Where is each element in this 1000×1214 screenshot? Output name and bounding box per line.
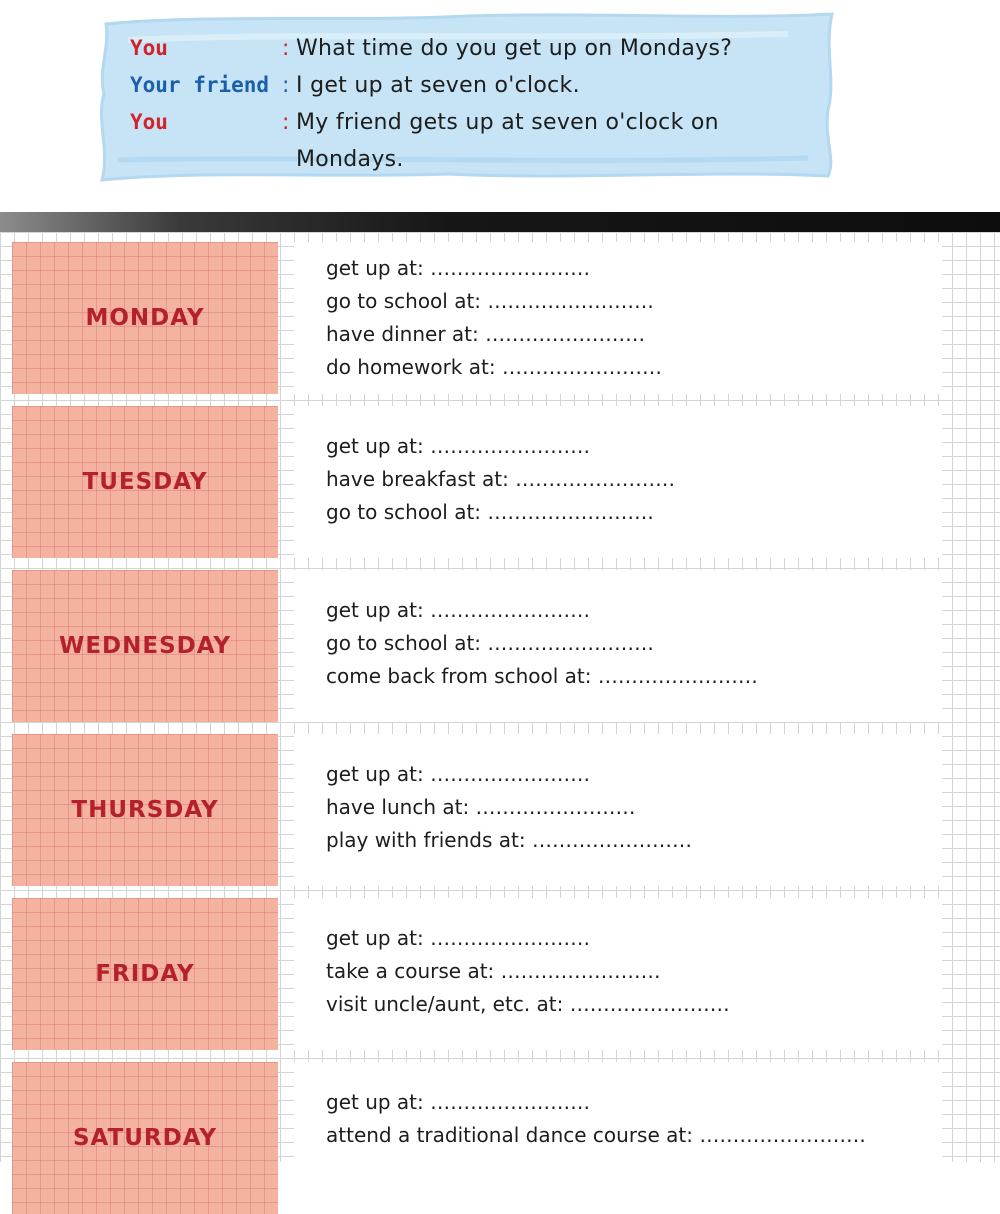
task-list <box>326 1086 866 1152</box>
day-cell <box>12 242 278 394</box>
speaker-friend: Your friend <box>130 73 270 97</box>
schedule-grid <box>0 232 1000 1162</box>
task-item: get up at: …………………… <box>326 434 591 458</box>
task-item: take a course at: …………………… <box>326 959 661 983</box>
task-item: get up at: …………………… <box>326 1090 591 1114</box>
day-cell <box>12 406 278 558</box>
utterance: I get up at seven o'clock. <box>296 73 580 98</box>
task-panel <box>294 734 942 886</box>
section-divider-bar <box>0 212 1000 232</box>
day-label: FRIDAY <box>95 961 195 987</box>
task-item: go to school at: ……………………. <box>326 631 654 655</box>
day-cell <box>12 1062 278 1214</box>
day-cell <box>12 898 278 1050</box>
task-list <box>326 758 692 857</box>
day-cell <box>12 570 278 722</box>
task-item: play with friends at: …………………… <box>326 828 692 852</box>
day-row-tuesday <box>0 396 1000 558</box>
task-panel <box>294 898 942 1050</box>
task-item: visit uncle/aunt, etc. at: …………………… <box>326 992 730 1016</box>
speaker-you: You <box>130 36 168 60</box>
speaker-you: You <box>130 110 168 134</box>
task-item: get up at: …………………… <box>326 256 591 280</box>
task-item: attend a traditional dance course at: ……………………. <box>326 1123 866 1147</box>
day-label: SATURDAY <box>72 1125 217 1151</box>
day-row-saturday <box>0 1052 1000 1214</box>
task-panel <box>294 1062 942 1214</box>
utterance: My friend gets up at seven o'clock on Mondays. <box>296 110 719 172</box>
day-row-thursday <box>0 724 1000 886</box>
colon: : <box>282 73 290 98</box>
utterance: What time do you get up on Mondays? <box>296 36 733 61</box>
dialogue-line-2 <box>130 67 830 104</box>
task-item: go to school at: ……………………. <box>326 500 654 524</box>
day-row-friday <box>0 888 1000 1050</box>
task-item: come back from school at: …………………… <box>326 664 758 688</box>
task-item: have dinner at: …………………… <box>326 322 646 346</box>
dialogue-box <box>88 10 840 182</box>
day-label: TUESDAY <box>82 469 208 495</box>
task-list <box>326 922 730 1021</box>
day-label: MONDAY <box>85 305 205 331</box>
task-list <box>326 252 662 384</box>
task-item: go to school at: ……………………. <box>326 289 654 313</box>
colon: : <box>282 36 290 61</box>
task-list <box>326 594 758 693</box>
dialogue-line-3 <box>130 104 830 172</box>
day-cell <box>12 734 278 886</box>
task-item: do homework at: …………………… <box>326 355 662 379</box>
task-item: have lunch at: …………………… <box>326 795 636 819</box>
day-label: THURSDAY <box>71 797 219 823</box>
task-panel <box>294 242 942 394</box>
task-item: get up at: …………………… <box>326 926 591 950</box>
task-panel <box>294 570 942 722</box>
task-list <box>326 430 675 529</box>
day-label: WEDNESDAY <box>58 633 232 659</box>
task-item: get up at: …………………… <box>326 762 591 786</box>
task-panel <box>294 406 942 558</box>
day-row-wednesday <box>0 560 1000 722</box>
task-item: have breakfast at: …………………… <box>326 467 676 491</box>
dialogue-line-1 <box>130 30 830 67</box>
colon: : <box>282 110 290 135</box>
day-row-monday <box>0 232 1000 394</box>
task-item: get up at: …………………… <box>326 598 591 622</box>
